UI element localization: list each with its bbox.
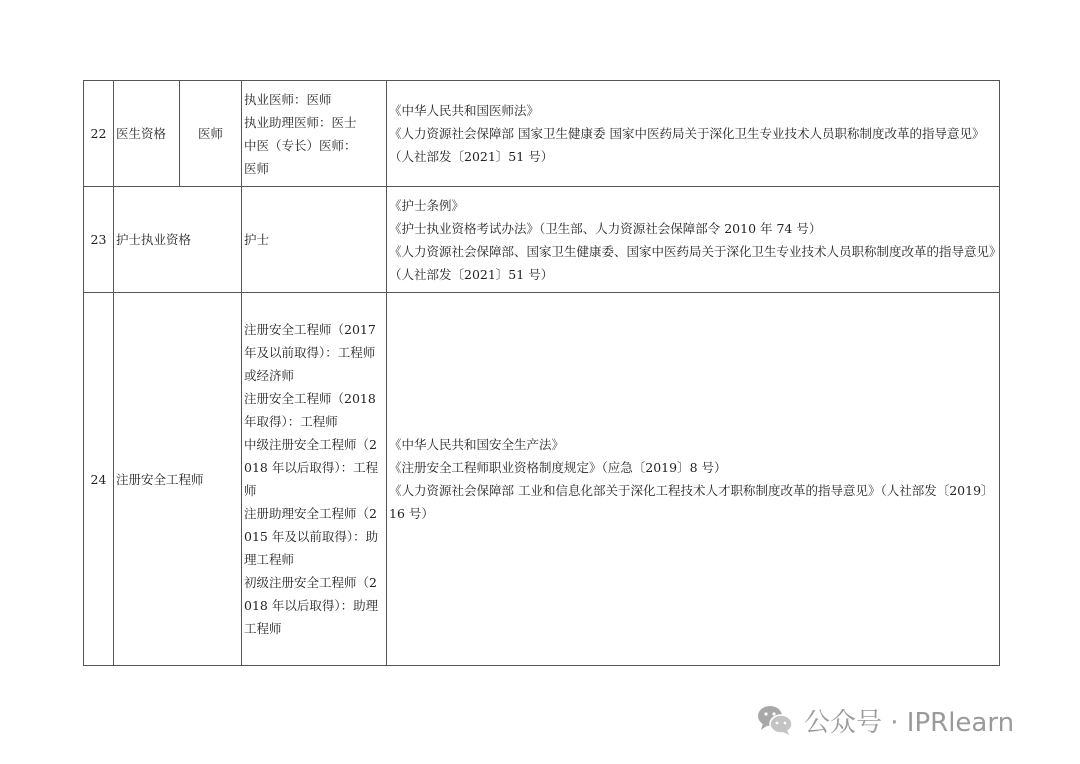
basis-line: 《注册安全工程师职业资格制度规定》（应急〔2019〕8 号）: [389, 460, 727, 475]
title-line: 注册助理安全工程师（2015 年及以前取得）：助理工程师: [244, 506, 379, 567]
qualification-name: 护士执业资格: [114, 187, 242, 293]
basis-line: 《人力资源社会保障部 工业和信息化部关于深化工程技术人才职称制度改革的指导意见》（人社部发〔2019〕16 号）: [389, 483, 994, 521]
basis-line: 《护士执业资格考试办法》（卫生部、人力资源社会保障部令 2010 年 74 号）: [389, 220, 822, 236]
professional-title-cell: [242, 293, 387, 666]
qualification-name: 医生资格: [114, 81, 180, 187]
qualification-name: 注册安全工程师: [114, 293, 242, 666]
title-line: 护士: [244, 232, 270, 247]
basis-line: 《中华人民共和国安全生产法》: [389, 437, 565, 452]
table-row: [84, 293, 1000, 666]
policy-basis-cell: [387, 187, 1000, 293]
row-number: 24: [84, 293, 114, 666]
professional-title-cell: [242, 187, 387, 293]
basis-line: 《人力资源社会保障部 国家卫生健康委 国家中医药局关于深化卫生专业技术人员职称制度改革的指导意见》（人社部发〔2021〕51 号）: [389, 126, 985, 164]
policy-basis-cell: [387, 81, 1000, 187]
watermark: [756, 700, 1014, 740]
wechat-icon: [756, 703, 794, 737]
title-line: 注册安全工程师（2018 年取得）：工程师: [244, 391, 376, 429]
table-row: [84, 81, 1000, 187]
row-number: 22: [84, 81, 114, 187]
qualification-table: [83, 80, 1000, 666]
title-line: 执业助理医师：医士: [244, 114, 357, 130]
title-line: 注册安全工程师（2017 年及以前取得）：工程师或经济师: [244, 322, 376, 383]
title-line: 中级注册安全工程师（2018 年以后取得）：工程师: [244, 437, 379, 498]
row-number: 23: [84, 187, 114, 293]
qualification-subtype: 医师: [180, 81, 242, 187]
policy-basis-cell: [387, 293, 1000, 666]
watermark-text: 公众号 · IPRlearn: [804, 707, 1015, 738]
table-row: [84, 187, 1000, 293]
professional-title-cell: [242, 81, 387, 187]
basis-line: 《人力资源社会保障部、国家卫生健康委、国家中医药局关于深化卫生专业技术人员职称制度改革的指导意见》（人社部发〔2021〕51 号）: [389, 243, 996, 282]
title-line: 初级注册安全工程师（2018 年以后取得）：助理工程师: [244, 575, 379, 636]
title-line: 医师: [244, 160, 270, 176]
basis-line: 《护士条例》: [389, 197, 465, 213]
basis-line: 《中华人民共和国医师法》: [389, 103, 540, 118]
title-line: 执业医师：医师: [244, 91, 332, 107]
title-line: 中医（专长）医师：: [244, 137, 357, 153]
